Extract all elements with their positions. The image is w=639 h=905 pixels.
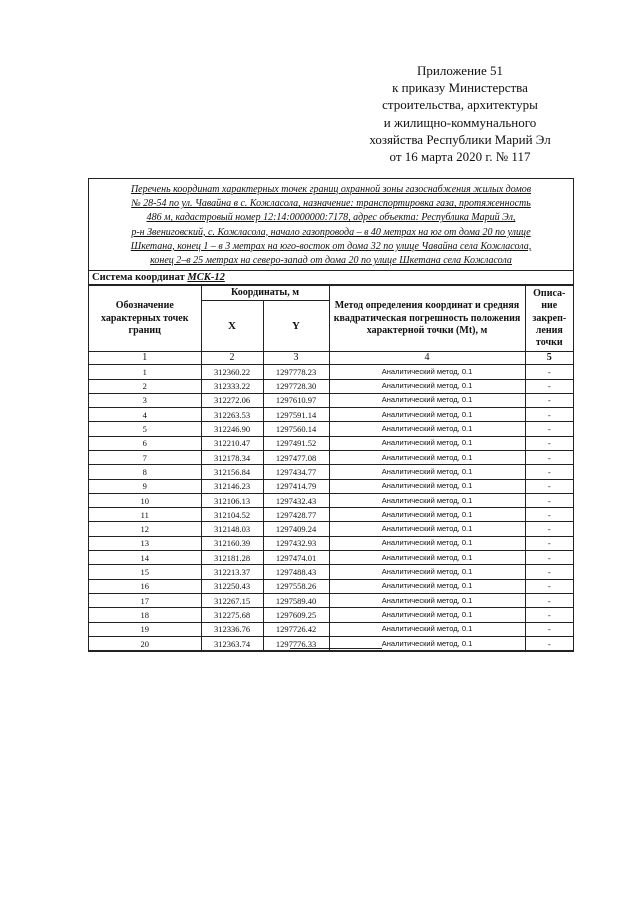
table-row <box>89 608 573 622</box>
table-row <box>89 522 573 536</box>
method-cell: Аналитический метод, 0.1 <box>329 636 525 650</box>
point-number-cell: 20 <box>89 636 201 650</box>
coord-x-cell: 312181.28 <box>201 551 263 565</box>
table-row <box>89 422 573 436</box>
description-cell: - <box>525 479 573 493</box>
coord-x-cell: 312275.68 <box>201 608 263 622</box>
coord-y-cell: 1297474.01 <box>263 551 329 565</box>
method-cell: Аналитический метод, 0.1 <box>329 493 525 507</box>
column-number: 3 <box>263 352 329 365</box>
coord-y-cell: 1297610.97 <box>263 393 329 407</box>
description-cell: - <box>525 379 573 393</box>
point-number-cell: 18 <box>89 608 201 622</box>
heading-line: 486 м, кадастровый номер 12:14:0000000:7178, адрес объекта: Республика Марий Эл, <box>146 212 516 224</box>
table-row <box>89 365 573 379</box>
point-number-cell: 10 <box>89 493 201 507</box>
column-number-row <box>89 352 573 365</box>
table-row <box>89 579 573 593</box>
header-coordinates: Координаты, м <box>201 286 329 301</box>
coord-x-cell: 312363.74 <box>201 636 263 650</box>
coord-x-cell: 312178.34 <box>201 451 263 465</box>
coord-x-cell: 312160.39 <box>201 536 263 550</box>
point-number-cell: 15 <box>89 565 201 579</box>
coord-y-cell: 1297609.25 <box>263 608 329 622</box>
end-divider <box>290 648 382 649</box>
coordinates-document <box>88 178 574 652</box>
point-number-cell: 9 <box>89 479 201 493</box>
coord-y-cell: 1297589.40 <box>263 593 329 607</box>
appendix-line: и жилищно-коммунального <box>383 114 537 130</box>
method-cell: Аналитический метод, 0.1 <box>329 565 525 579</box>
heading-line: Шкетана, конец 1 – в 3 метрах на юго-восток от дома 32 по улице Чавайна села Кожласола, <box>130 240 532 252</box>
header-y: Y <box>263 301 329 352</box>
description-cell: - <box>525 593 573 607</box>
coord-y-cell: 1297558.26 <box>263 579 329 593</box>
coord-x-cell: 312250.43 <box>201 579 263 593</box>
description-cell: - <box>525 522 573 536</box>
description-cell: - <box>525 422 573 436</box>
table-row <box>89 465 573 479</box>
description-cell: - <box>525 493 573 507</box>
description-cell: - <box>525 451 573 465</box>
point-number-cell: 19 <box>89 622 201 636</box>
point-number-cell: 8 <box>89 465 201 479</box>
point-number-cell: 1 <box>89 365 201 379</box>
coord-x-cell: 312272.06 <box>201 393 263 407</box>
method-cell: Аналитический метод, 0.1 <box>329 622 525 636</box>
coord-x-cell: 312146.23 <box>201 479 263 493</box>
coord-x-cell: 312333.22 <box>201 379 263 393</box>
description-cell: - <box>525 636 573 650</box>
method-cell: Аналитический метод, 0.1 <box>329 593 525 607</box>
coord-y-cell: 1297728.30 <box>263 379 329 393</box>
table-body <box>89 365 573 651</box>
coord-y-cell: 1297432.93 <box>263 536 329 550</box>
point-number-cell: 11 <box>89 508 201 522</box>
header-x: X <box>201 301 263 352</box>
column-number: 4 <box>329 352 525 365</box>
description-cell: - <box>525 579 573 593</box>
description-cell: - <box>525 365 573 379</box>
point-number-cell: 3 <box>89 393 201 407</box>
point-number-cell: 6 <box>89 436 201 450</box>
document-heading <box>89 179 573 271</box>
table-row <box>89 622 573 636</box>
coordinates-table <box>89 285 573 651</box>
coord-y-cell: 1297591.14 <box>263 408 329 422</box>
description-cell: - <box>525 622 573 636</box>
table-row <box>89 551 573 565</box>
method-cell: Аналитический метод, 0.1 <box>329 422 525 436</box>
coord-x-cell: 312210.47 <box>201 436 263 450</box>
coord-y-cell: 1297432.43 <box>263 493 329 507</box>
method-cell: Аналитический метод, 0.1 <box>329 436 525 450</box>
coordinate-system-row <box>89 271 573 285</box>
coordinate-system-label: Система координат <box>92 272 185 284</box>
coord-y-cell: 1297414.79 <box>263 479 329 493</box>
table-row <box>89 536 573 550</box>
coord-y-cell: 1297428.77 <box>263 508 329 522</box>
method-cell: Аналитический метод, 0.1 <box>329 579 525 593</box>
coord-y-cell: 1297776.33 <box>263 636 329 650</box>
appendix-line: строительства, архитектуры <box>382 97 538 113</box>
coord-x-cell: 312263.53 <box>201 408 263 422</box>
description-cell: - <box>525 508 573 522</box>
point-number-cell: 4 <box>89 408 201 422</box>
header-method: Метод определения координат и средняя квадратическая погрешность положения характерной точки (Mt), м <box>329 286 525 352</box>
description-cell: - <box>525 551 573 565</box>
table-row <box>89 436 573 450</box>
table-row <box>89 508 573 522</box>
method-cell: Аналитический метод, 0.1 <box>329 379 525 393</box>
coord-y-cell: 1297409.24 <box>263 522 329 536</box>
method-cell: Аналитический метод, 0.1 <box>329 508 525 522</box>
table-row <box>89 408 573 422</box>
point-number-cell: 17 <box>89 593 201 607</box>
coord-y-cell: 1297560.14 <box>263 422 329 436</box>
coord-y-cell: 1297726.42 <box>263 622 329 636</box>
column-number: 2 <box>201 352 263 365</box>
description-cell: - <box>525 465 573 479</box>
method-cell: Аналитический метод, 0.1 <box>329 551 525 565</box>
heading-line: Перечень координат характерных точек границ охранной зоны газоснабжения жилых домов <box>130 184 532 195</box>
appendix-line: Приложение 51 <box>416 63 504 78</box>
point-number-cell: 5 <box>89 422 201 436</box>
table-row <box>89 479 573 493</box>
table-row <box>89 393 573 407</box>
method-cell: Аналитический метод, 0.1 <box>329 365 525 379</box>
coord-y-cell: 1297477.08 <box>263 451 329 465</box>
description-cell: - <box>525 565 573 579</box>
method-cell: Аналитический метод, 0.1 <box>329 479 525 493</box>
coord-x-cell: 312213.37 <box>201 565 263 579</box>
coord-x-cell: 312336.76 <box>201 622 263 636</box>
coord-x-cell: 312267.15 <box>201 593 263 607</box>
table-row <box>89 493 573 507</box>
coord-x-cell: 312360.22 <box>201 365 263 379</box>
header-designation: Обозначение характерных точек границ <box>89 286 201 352</box>
method-cell: Аналитический метод, 0.1 <box>329 393 525 407</box>
description-cell: - <box>525 608 573 622</box>
point-number-cell: 16 <box>89 579 201 593</box>
coord-x-cell: 312148.03 <box>201 522 263 536</box>
method-cell: Аналитический метод, 0.1 <box>329 451 525 465</box>
coordinate-system-name: МСК-12 <box>187 272 225 284</box>
method-cell: Аналитический метод, 0.1 <box>329 522 525 536</box>
table-row <box>89 565 573 579</box>
table-row <box>89 593 573 607</box>
appendix-header <box>340 62 580 165</box>
table-row <box>89 379 573 393</box>
method-cell: Аналитический метод, 0.1 <box>329 408 525 422</box>
point-number-cell: 2 <box>89 379 201 393</box>
column-number: 1 <box>89 352 201 365</box>
point-number-cell: 13 <box>89 536 201 550</box>
heading-line: № 28-54 по ул. Чавайна в с. Кожласола, назначение: транспортировка газа, протяженность <box>131 198 531 210</box>
coord-x-cell: 312106.13 <box>201 493 263 507</box>
point-number-cell: 14 <box>89 551 201 565</box>
appendix-line: от 16 марта 2020 г. № 117 <box>389 149 531 165</box>
header-description: Описа-ние закреп-ления точки <box>525 286 573 352</box>
coord-y-cell: 1297434.77 <box>263 465 329 479</box>
method-cell: Аналитический метод, 0.1 <box>329 465 525 479</box>
coord-x-cell: 312104.52 <box>201 508 263 522</box>
appendix-line: хозяйства Республики Марий Эл <box>369 131 551 147</box>
description-cell: - <box>525 536 573 550</box>
coord-x-cell: 312246.90 <box>201 422 263 436</box>
description-cell: - <box>525 393 573 407</box>
coord-y-cell: 1297488.43 <box>263 565 329 579</box>
coord-y-cell: 1297491.52 <box>263 436 329 450</box>
coord-x-cell: 312156.84 <box>201 465 263 479</box>
heading-line: р-н Звениговский, с. Кожласола, начало газопровода – в 40 метрах на юг от дома 20 по улице <box>131 226 531 238</box>
table-row <box>89 451 573 465</box>
method-cell: Аналитический метод, 0.1 <box>329 608 525 622</box>
point-number-cell: 7 <box>89 451 201 465</box>
description-cell: - <box>525 436 573 450</box>
description-cell: - <box>525 408 573 422</box>
heading-line: конец 2–в 25 метрах на северо-запад от дома 20 по улице Шкетана села Кожласола <box>150 255 512 267</box>
coord-y-cell: 1297778.23 <box>263 365 329 379</box>
method-cell: Аналитический метод, 0.1 <box>329 536 525 550</box>
point-number-cell: 12 <box>89 522 201 536</box>
column-number: 5 <box>525 352 573 365</box>
appendix-line: к приказу Министерства <box>392 80 528 96</box>
